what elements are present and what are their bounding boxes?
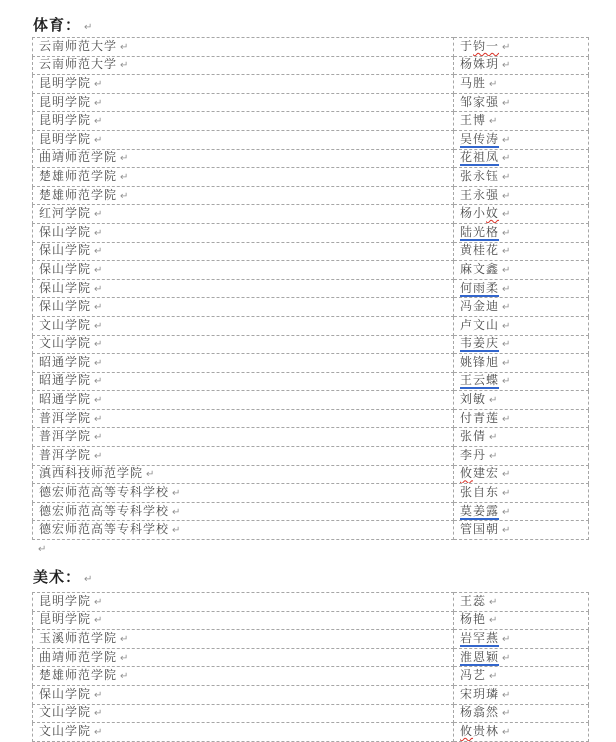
school-name: 昭通学院 [39,354,92,369]
school-cell[interactable] [33,112,454,131]
school-cell[interactable] [33,667,454,686]
school-name: 文山学院 [39,317,92,332]
school-name: 楚雄师范学院 [39,168,118,183]
school-name: 保山学院 [39,243,92,258]
school-name: 云南师范大学 [39,38,118,53]
cell-end-mark-icon: ↵ [94,302,103,314]
cell-end-mark-icon: ↵ [502,190,511,202]
table-row [33,93,589,112]
person-cell[interactable] [454,521,589,540]
cell-end-mark-icon: ↵ [120,190,129,202]
table-row [33,465,589,484]
school-name: 昭通学院 [39,373,92,388]
school-name: 德宏师范高等专科学校 [39,522,170,537]
person-name-segment: 杨艳 [460,612,487,627]
school-cell[interactable] [33,93,454,112]
school-name: 保山学院 [39,686,92,701]
cell-end-mark-icon: ↵ [120,41,129,53]
school-cell[interactable] [33,298,454,317]
table-row [33,205,589,224]
school-cell[interactable] [33,168,454,187]
school-name: 昆明学院 [39,113,92,128]
person-cell[interactable] [454,648,589,667]
person-name-segment: 王永强 [460,187,500,202]
cell-end-mark-icon: ↵ [120,153,129,165]
table-row [33,630,589,649]
cell-end-mark-icon: ↵ [94,78,103,90]
cell-end-mark-icon: ↵ [502,488,511,500]
person-name-segment: 杨姝玥 [460,57,500,72]
table-row [33,56,589,75]
cell-end-mark-icon: ↵ [489,596,498,608]
table-row [33,648,589,667]
cell-end-mark-icon: ↵ [502,413,511,425]
school-name: 保山学院 [39,261,92,276]
school-cell[interactable] [33,186,454,205]
person-name-segment: 管国朝 [460,522,500,537]
cell-end-mark-icon: ↵ [502,209,511,221]
person-name-segment: 何雨柔 [460,280,500,295]
cell-end-mark-icon: ↵ [502,634,511,646]
cell-end-mark-icon: ↵ [120,60,129,72]
person-name-segment: 陆光格 [460,224,500,239]
school-cell[interactable] [33,611,454,630]
person-name-segment: 姚锋旭 [460,354,500,369]
cell-end-mark-icon: ↵ [489,450,498,462]
school-name: 昆明学院 [39,75,92,90]
school-cell[interactable] [33,704,454,723]
school-name: 昭通学院 [39,392,92,407]
school-name: 普洱学院 [39,410,92,425]
table-row [33,611,589,630]
person-cell[interactable] [454,372,589,391]
section-heading-art [33,568,589,589]
cell-end-mark-icon: ↵ [94,320,103,332]
person-name-segment: 建宏 [473,466,500,481]
cell-end-mark-icon: ↵ [94,413,103,425]
person-cell[interactable] [454,38,589,57]
person-cell[interactable] [454,484,589,503]
school-cell[interactable] [33,56,454,75]
school-cell[interactable] [33,149,454,168]
person-cell[interactable] [454,611,589,630]
cell-end-mark-icon: ↵ [94,708,103,720]
cell-end-mark-icon: ↵ [94,264,103,276]
cell-end-mark-icon: ↵ [502,506,511,518]
person-cell[interactable] [454,465,589,484]
table-row [33,316,589,335]
table-row [33,168,589,187]
person-cell[interactable] [454,667,589,686]
school-cell[interactable] [33,593,454,612]
person-cell[interactable] [454,409,589,428]
person-cell[interactable] [454,56,589,75]
cell-end-mark-icon: ↵ [489,432,498,444]
person-name-segment: 张永钰 [460,168,500,183]
cell-end-mark-icon: ↵ [94,357,103,369]
table-row [33,75,589,94]
person-name-segment: 张自东 [460,485,500,500]
person-cell[interactable] [454,242,589,261]
cell-end-mark-icon: ↵ [502,726,511,738]
school-name: 普洱学院 [39,447,92,462]
table-row [33,112,589,131]
cell-end-mark-icon: ↵ [94,395,103,407]
table-row [33,261,589,280]
cell-end-mark-icon: ↵ [502,469,511,481]
cell-end-mark-icon: ↵ [502,376,511,388]
school-name: 昆明学院 [39,131,92,146]
school-cell[interactable] [33,630,454,649]
school-cell[interactable] [33,130,454,149]
heading-text: 体育： [33,17,82,34]
school-name: 楚雄师范学院 [39,187,118,202]
school-cell[interactable] [33,484,454,503]
person-cell[interactable] [454,593,589,612]
person-cell[interactable] [454,205,589,224]
cell-end-mark-icon: ↵ [172,488,181,500]
table-row [33,279,589,298]
table-row [33,186,589,205]
cell-end-mark-icon: ↵ [94,450,103,462]
school-name: 滇西科技师范学院 [39,466,144,481]
cell-end-mark-icon: ↵ [94,615,103,627]
person-cell[interactable] [454,149,589,168]
school-cell[interactable] [33,372,454,391]
cell-end-mark-icon: ↵ [502,60,511,72]
school-cell[interactable] [33,75,454,94]
cell-end-mark-icon: ↵ [120,671,129,683]
person-name-segment: 攸 [460,466,474,481]
cell-end-mark-icon: ↵ [502,302,511,314]
art-roster-table [32,592,589,742]
cell-end-mark-icon: ↵ [502,320,511,332]
school-name: 曲靖师范学院 [39,150,118,165]
person-cell[interactable] [454,168,589,187]
person-name-segment: 李丹 [460,447,487,462]
cell-end-mark-icon: ↵ [94,283,103,295]
school-cell[interactable] [33,279,454,298]
person-name-segment: 宋玥璘 [460,686,500,701]
person-name-segment: 冯艺 [460,668,487,683]
person-name-segment: 于 [460,38,474,53]
cell-end-mark-icon: ↵ [502,227,511,239]
person-cell[interactable] [454,279,589,298]
cell-end-mark-icon: ↵ [502,153,511,165]
table-row [33,502,589,521]
person-cell[interactable] [454,354,589,373]
school-name: 玉溪师范学院 [39,631,118,646]
cell-end-mark-icon: ↵ [94,726,103,738]
table-row [33,521,589,540]
table-row [33,38,589,57]
cell-end-mark-icon: ↵ [172,525,181,537]
cell-end-mark-icon: ↵ [94,116,103,128]
cell-end-mark-icon: ↵ [502,689,511,701]
person-name-segment: 岩罕燕 [460,631,500,646]
cell-end-mark-icon: ↵ [502,41,511,53]
cell-end-mark-icon: ↵ [502,264,511,276]
school-cell[interactable] [33,354,454,373]
school-cell[interactable] [33,335,454,354]
section-heading-sports [33,16,589,37]
school-cell[interactable] [33,428,454,447]
person-cell[interactable] [454,502,589,521]
school-cell[interactable] [33,521,454,540]
paragraph-mark-icon: ↵ [84,22,93,33]
cell-end-mark-icon: ↵ [94,596,103,608]
school-cell[interactable] [33,242,454,261]
cell-end-mark-icon: ↵ [94,227,103,239]
cell-end-mark-icon: ↵ [502,708,511,720]
school-cell[interactable] [33,316,454,335]
person-name-segment: 攸 [460,723,474,738]
cell-end-mark-icon: ↵ [94,432,103,444]
person-name-segment: 卢文山 [460,317,500,332]
person-name-segment: 莫姜露 [460,503,500,518]
person-name-segment: 淮恩颖 [460,649,500,664]
sports-roster-table [32,37,589,540]
person-cell[interactable] [454,112,589,131]
school-name: 曲靖师范学院 [39,649,118,664]
person-name-segment: 韦姜庆 [460,336,500,351]
school-cell[interactable] [33,409,454,428]
table-row [33,409,589,428]
school-name: 楚雄师范学院 [39,668,118,683]
table-row [33,484,589,503]
person-cell[interactable] [454,223,589,242]
school-cell[interactable] [33,261,454,280]
table-row [33,391,589,410]
person-name-segment: 钧一 [473,38,500,53]
table-row [33,704,589,723]
cell-end-mark-icon: ↵ [120,634,129,646]
school-cell[interactable] [33,391,454,410]
paragraph-mark-icon: ↵ [38,544,47,556]
person-cell[interactable] [454,335,589,354]
cell-end-mark-icon: ↵ [489,671,498,683]
school-name: 保山学院 [39,299,92,314]
cell-end-mark-icon: ↵ [94,376,103,388]
person-cell[interactable] [454,298,589,317]
person-cell[interactable] [454,723,589,742]
cell-end-mark-icon: ↵ [502,283,511,295]
school-cell[interactable] [33,686,454,705]
person-name-segment: 花祖凤 [460,150,500,165]
school-cell[interactable] [33,223,454,242]
cell-end-mark-icon: ↵ [489,78,498,90]
person-name-segment: 杨翕然 [460,705,500,720]
cell-end-mark-icon: ↵ [489,116,498,128]
table-row [33,354,589,373]
school-name: 文山学院 [39,336,92,351]
school-name: 云南师范大学 [39,57,118,72]
cell-end-mark-icon: ↵ [502,339,511,351]
cell-end-mark-icon: ↵ [94,246,103,258]
cell-end-mark-icon: ↵ [120,652,129,664]
person-name-segment: 吴传涛 [460,131,500,146]
school-name: 昆明学院 [39,94,92,109]
table-row [33,667,589,686]
person-cell[interactable] [454,186,589,205]
person-cell[interactable] [454,391,589,410]
cell-end-mark-icon: ↵ [94,209,103,221]
cell-end-mark-icon: ↵ [146,469,155,481]
table-row [33,130,589,149]
person-cell[interactable] [454,261,589,280]
table-row [33,428,589,447]
person-name-segment: 冯金迪 [460,299,500,314]
person-cell[interactable] [454,447,589,466]
person-name-segment: 王蕊 [460,593,487,608]
person-name-segment: 刘敏 [460,392,487,407]
person-name-segment: 王云蝶 [460,373,500,388]
table-row [33,149,589,168]
person-cell[interactable] [454,93,589,112]
person-name-segment: 贵林 [473,723,500,738]
person-cell[interactable] [454,704,589,723]
person-name-segment: 杨小 [460,206,487,221]
school-name: 昆明学院 [39,612,92,627]
person-name-segment: 麻文鑫 [460,261,500,276]
person-name-segment: 黄桂花 [460,243,500,258]
person-cell[interactable] [454,75,589,94]
person-name-segment: 马胜 [460,75,487,90]
cell-end-mark-icon: ↵ [172,506,181,518]
table-row [33,223,589,242]
table-row [33,723,589,742]
school-name: 文山学院 [39,705,92,720]
cell-end-mark-icon: ↵ [502,171,511,183]
cell-end-mark-icon: ↵ [94,97,103,109]
cell-end-mark-icon: ↵ [94,689,103,701]
table-row [33,242,589,261]
person-name-segment: 妏 [486,206,500,221]
school-name: 昆明学院 [39,593,92,608]
school-cell[interactable] [33,38,454,57]
cell-end-mark-icon: ↵ [502,246,511,258]
table-row [33,593,589,612]
heading-text: 美术： [33,569,82,587]
cell-end-mark-icon: ↵ [489,395,498,407]
cell-end-mark-icon: ↵ [489,615,498,627]
person-name-segment: 邹家强 [460,94,500,109]
cell-end-mark-icon: ↵ [502,652,511,664]
table-row [33,372,589,391]
cell-end-mark-icon: ↵ [502,357,511,369]
cell-end-mark-icon: ↵ [94,134,103,146]
table-row [33,298,589,317]
cell-end-mark-icon: ↵ [502,134,511,146]
school-name: 红河学院 [39,206,92,221]
table-row [33,447,589,466]
school-name: 保山学院 [39,224,92,239]
cell-end-mark-icon: ↵ [120,171,129,183]
person-cell[interactable] [454,316,589,335]
cell-end-mark-icon: ↵ [502,97,511,109]
person-name-segment: 付青莲 [460,410,500,425]
school-cell[interactable] [33,205,454,224]
person-name-segment: 王博 [460,113,487,128]
school-cell[interactable] [33,648,454,667]
school-name: 保山学院 [39,280,92,295]
school-name: 德宏师范高等专科学校 [39,485,170,500]
cell-end-mark-icon: ↵ [94,339,103,351]
school-name: 普洱学院 [39,429,92,444]
person-cell[interactable] [454,686,589,705]
table-row [33,335,589,354]
person-cell[interactable] [454,130,589,149]
school-name: 德宏师范高等专科学校 [39,503,170,518]
school-name: 文山学院 [39,723,92,738]
person-name-segment: 张倩 [460,429,487,444]
cell-end-mark-icon: ↵ [502,525,511,537]
school-cell[interactable] [33,447,454,466]
school-cell[interactable] [33,723,454,742]
school-cell[interactable] [33,502,454,521]
school-cell[interactable] [33,465,454,484]
empty-paragraph [35,542,589,554]
paragraph-mark-icon: ↵ [84,574,93,586]
table-row [33,686,589,705]
person-cell[interactable] [454,428,589,447]
person-cell[interactable] [454,630,589,649]
